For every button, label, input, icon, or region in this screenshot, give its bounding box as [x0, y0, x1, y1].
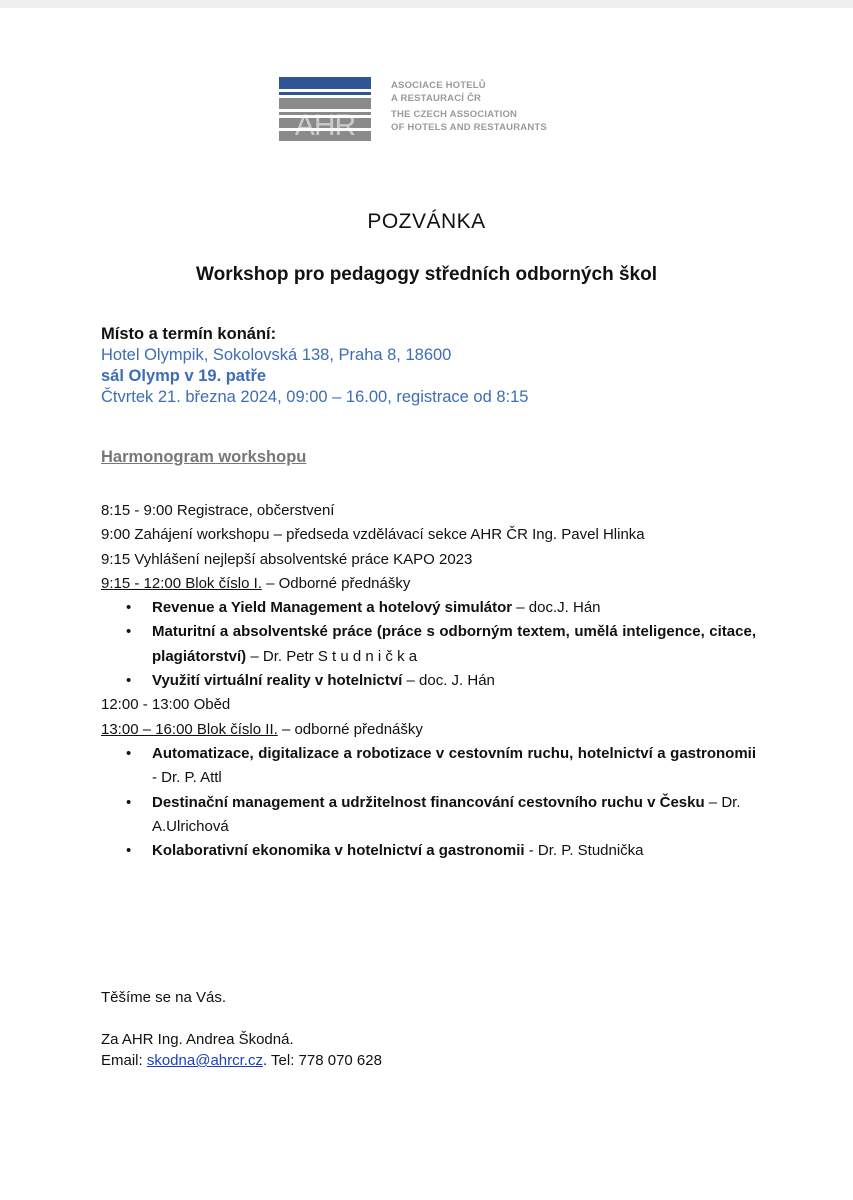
venue-section [101, 324, 528, 408]
logo-letters: AHR [294, 109, 356, 141]
closing-section [101, 987, 382, 1071]
contact-line [101, 1050, 382, 1071]
schedule-registration: 8:15 - 9:00 Registrace, občerstvení [101, 502, 335, 519]
ahr-logo [279, 77, 371, 141]
email-link[interactable]: skodna@ahrcr.cz [146, 1052, 263, 1069]
logo-line-2: A RESTAURACÍ ČR [391, 92, 482, 104]
block-1-time: 9:15 - 12:00 Blok číslo I. [101, 574, 262, 592]
list-item: • Automatizace, digitalizace a robotizace v cestovním ruchu, hotelnictví a gastronomii - Dr. P. Attl [101, 742, 756, 791]
schedule [101, 499, 756, 863]
bullet-icon: • [126, 744, 132, 762]
closing-signature: Za AHR Ing. Andrea Škodná. [101, 1031, 294, 1048]
logo-line-4: OF HOTELS AND RESTAURANTS [391, 121, 547, 133]
venue-address: Hotel Olympik, Sokolovská 138, Praha 8, 18600 [101, 346, 452, 364]
schedule-lunch: 12:00 - 13:00 Oběd [101, 696, 231, 714]
top-edge [0, 0, 853, 8]
block-2-title: – odborné přednášky [277, 720, 423, 738]
logo-line-1: ASOCIACE HOTELŮ [391, 80, 486, 91]
block-2-time: 13:00 – 16:00 Blok číslo II. [101, 720, 278, 738]
schedule-award: 9:15 Vyhlášení nejlepší absolventské práce KAPO 2023 [101, 550, 473, 568]
block-1-list [101, 596, 756, 693]
logo-line-3: THE CZECH ASSOCIATION [391, 109, 518, 121]
block-1-title: – Odborné přednášky [261, 574, 411, 592]
schedule-opening: 9:00 Zahájení workshopu – předseda vzdělávací sekce AHR ČR Ing. Pavel Hlinka [101, 526, 645, 544]
venue-label: Místo a termín konání: [101, 325, 277, 343]
list-item: • Maturitní a absolventské práce (práce s odborným textem, umělá inteligence, citace, plagiátorství) – Dr. Petr S t u d n i č k a [101, 620, 756, 669]
list-item: • Revenue a Yield Management a hotelový simulátor – doc.J. Hán [101, 596, 756, 620]
logo-caption [391, 80, 547, 134]
bullet-icon: • [126, 793, 132, 811]
email-label: Email: [101, 1052, 147, 1069]
closing-greeting: Těšíme se na Vás. [101, 989, 227, 1006]
block-1-header [101, 572, 756, 596]
phone: . Tel: 778 070 628 [262, 1052, 382, 1069]
list-item: • Využití virtuální reality v hotelnictví – doc. J. Hán [101, 669, 756, 693]
block-2-header [101, 718, 756, 742]
page-subtitle: Workshop pro pedagogy středních odborných škol [196, 264, 657, 285]
list-item: • Kolaborativní ekonomika v hotelnictví a gastronomii - Dr. P. Studnička [101, 839, 756, 863]
bullet-icon: • [126, 842, 132, 860]
bullet-icon: • [126, 672, 132, 690]
bullet-icon: • [126, 599, 132, 617]
bullet-icon: • [126, 623, 132, 641]
page-title: POZVÁNKA [367, 210, 486, 233]
block-2-list [101, 742, 756, 863]
venue-hall: sál Olymp v 19. patře [101, 367, 267, 385]
venue-date: Čtvrtek 21. března 2024, 09:00 – 16.00, registrace od 8:15 [101, 388, 529, 406]
harmonogram-heading: Harmonogram workshopu [101, 448, 307, 466]
list-item: • Destinační management a udržitelnost financování cestovního ruchu v Česku – Dr. A.Ulrichová [101, 791, 756, 840]
